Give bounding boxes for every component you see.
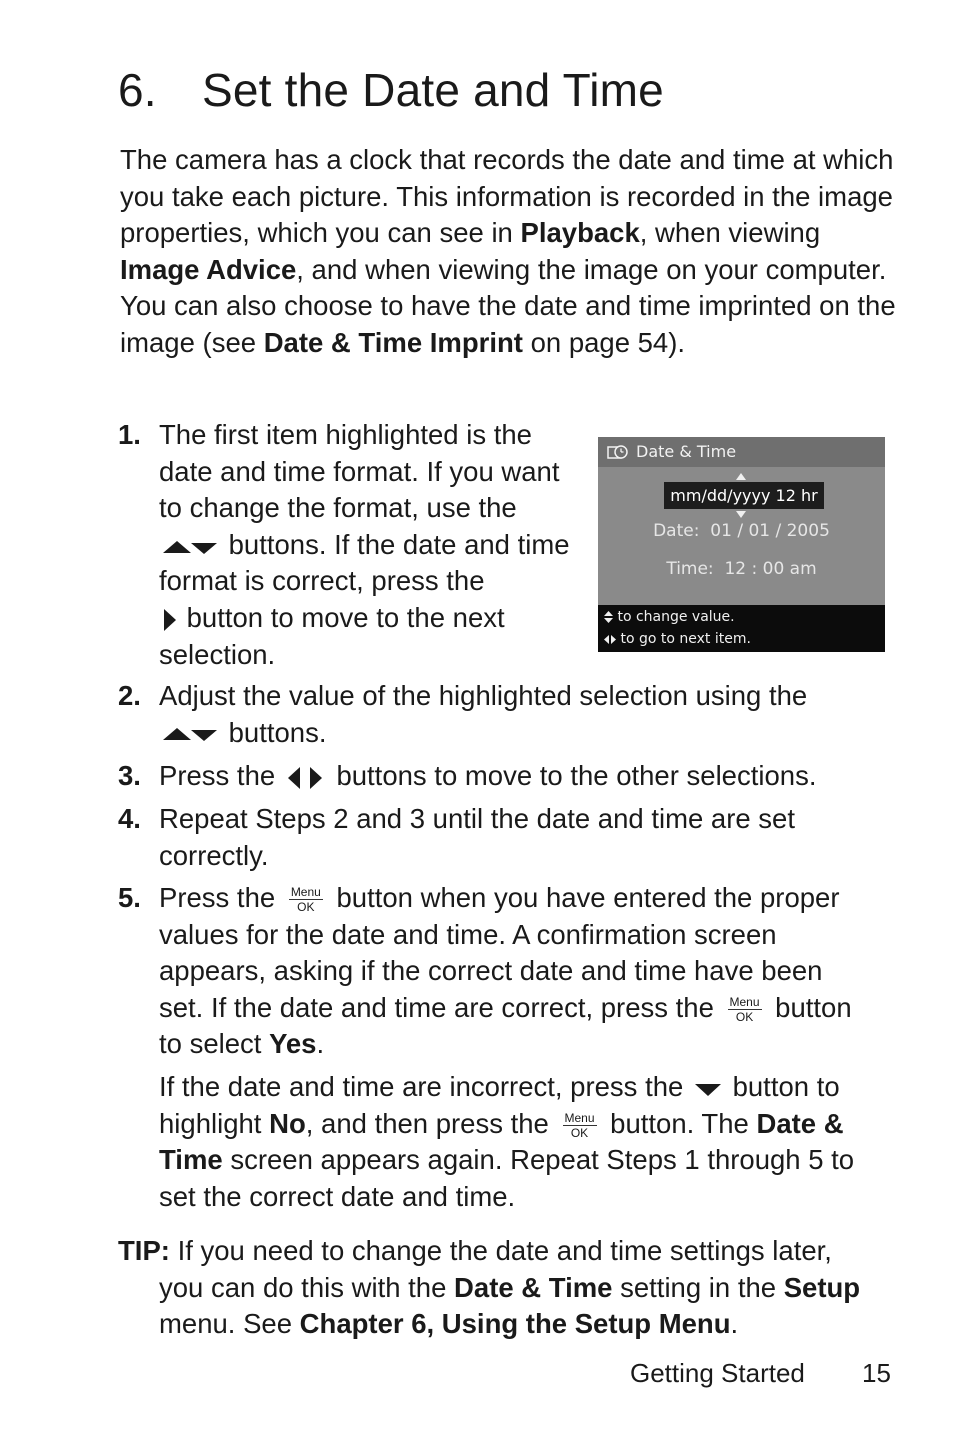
step-text-line [159, 758, 909, 795]
step-text: date and time format. If you want [159, 455, 560, 487]
intro-paragraph [120, 142, 900, 362]
date-time-term: Date & Time [454, 1271, 613, 1303]
step-text: appears, asking if the correct date and time have been [159, 955, 823, 987]
date-time-imprint-term: Date & Time Imprint [263, 326, 523, 358]
para-text: set the correct date and time. [159, 1180, 516, 1212]
date-time-term: Date & [756, 1107, 844, 1139]
step-number: 3. [118, 760, 141, 791]
step-text: Press the [159, 882, 283, 913]
menu-ok-icon: Menu OK [290, 885, 321, 915]
intro-text: on page 54). [522, 326, 686, 358]
section-number: 6. [118, 64, 157, 116]
step-text-line: to select Yes. [159, 1028, 325, 1060]
date-time-term: Time [159, 1144, 223, 1176]
para-line: Time screen appears again. Repeat Steps 1 through 5 to [159, 1144, 855, 1176]
footer-section: Getting Started [630, 1358, 805, 1388]
step-number: 1. [118, 419, 141, 450]
date-label: Date: [653, 521, 700, 541]
camera-screen-header [598, 437, 885, 467]
step-text-line [159, 880, 919, 917]
para-text: button to [724, 1071, 840, 1102]
up-indicator-icon [736, 473, 746, 480]
page-number: 15 [862, 1358, 891, 1388]
no-term: No [269, 1107, 306, 1139]
section-title: Set the Date and Time [202, 64, 664, 116]
step-text: The first item highlighted is the [159, 419, 532, 450]
step-text-line [159, 990, 919, 1027]
tip-line [118, 1233, 898, 1270]
tip-label: TIP: [118, 1235, 170, 1266]
step-text: values for the date and time. A confirmation screen [159, 918, 777, 950]
up-down-arrows-icon [159, 539, 221, 555]
step-text-line [159, 715, 909, 752]
para-line [159, 1069, 919, 1106]
hint-line [604, 628, 751, 650]
camera-screen-image [598, 437, 885, 652]
intro-text: , and when viewing the image on your computer. You can also choose to have the date and time imprinted on the image (see [120, 253, 896, 358]
chapter-reference: Chapter 6, Using the Setup Menu [299, 1308, 731, 1340]
step-text: button [767, 991, 852, 1023]
time-row [598, 555, 885, 583]
tip-line: menu. See Chapter 6, Using the Setup Menu. [159, 1308, 739, 1340]
left-right-arrows-icon [283, 765, 329, 791]
date-row [598, 517, 885, 545]
hint-line [604, 606, 735, 628]
step-text: format is correct, press the [159, 565, 485, 597]
down-arrow-icon [691, 1081, 725, 1097]
right-arrow-icon [159, 607, 179, 633]
para-line: highlight No, and then press the Menu OK button. The Date & [159, 1107, 844, 1140]
image-advice-term: Image Advice [120, 253, 297, 285]
step-text: Press the [159, 760, 283, 791]
camera-screen-title: Date & Time [636, 442, 737, 461]
step-text: buttons. If the date and time [221, 528, 570, 560]
step-text: set. If the date and time are correct, press the [159, 991, 722, 1023]
step-text: Repeat Steps 2 and 3 until the date and time are set [159, 803, 795, 834]
playback-term: Playback [520, 217, 640, 249]
step-text-line [159, 600, 599, 637]
step-number: 4. [118, 803, 141, 834]
step-text-line [159, 527, 599, 564]
step-text: to change the format, use the [159, 492, 517, 524]
setup-term: Setup [783, 1271, 861, 1303]
step-number: 5. [118, 882, 141, 913]
hint-text: to change value. [617, 609, 735, 625]
hint-text: to go to next item. [620, 631, 751, 647]
up-down-hint-icon [604, 611, 613, 623]
step-text: correctly. [159, 839, 269, 871]
intro-text: , when viewing [639, 217, 821, 249]
left-right-hint-icon [604, 635, 616, 644]
step-number: 2. [118, 680, 141, 711]
step-text: buttons. [221, 716, 327, 748]
menu-ok-icon: Menu OK [564, 1110, 595, 1140]
up-down-arrows-icon [159, 726, 221, 742]
tip-text: If you need to change the date and time settings later, [169, 1235, 832, 1266]
para-text: If the date and time are incorrect, press the [159, 1071, 691, 1102]
step-text: to select [159, 1028, 270, 1060]
step-text: button when you have entered the proper [328, 882, 840, 913]
time-value: 12 : 00 am [724, 559, 817, 579]
format-selection: mm/dd/yyyy 12 hr [664, 482, 824, 509]
intro-text: The camera has a clock that records the date and time at which you take each picture. This information is recorded in the image properties, which you can see in [120, 144, 894, 249]
step-text: Adjust the value of the highlighted selection using the [159, 680, 808, 711]
time-label: Time: [666, 559, 714, 579]
date-value: 01 / 01 / 2005 [710, 521, 830, 541]
menu-ok-icon: Menu OK [729, 995, 760, 1025]
page-heading [118, 62, 664, 118]
camera-screen-hints [598, 605, 885, 652]
step-text: buttons to move to the other selections. [328, 760, 817, 791]
yes-term: Yes [269, 1028, 317, 1060]
clock-setup-icon [607, 444, 629, 460]
tip-line: you can do this with the Date & Time setting in the Setup [159, 1271, 861, 1303]
step-text: button to move to the next [179, 601, 505, 633]
step-text: selection. [159, 638, 276, 670]
